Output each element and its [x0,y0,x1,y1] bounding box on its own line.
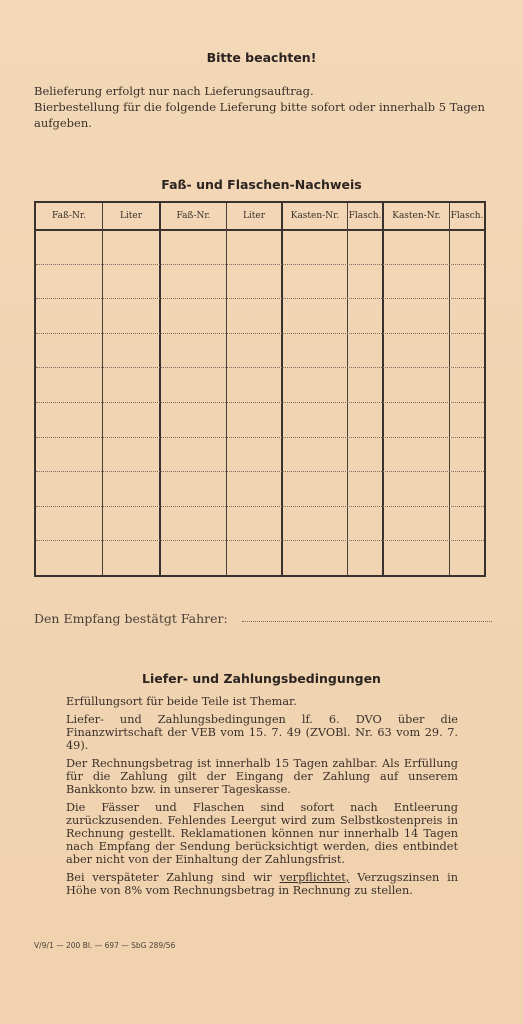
row-separator [36,540,484,541]
header-flasch-2: Flasch. [450,211,484,221]
column-divider [102,203,103,575]
row-separator [36,367,484,368]
column-divider [382,203,384,575]
header-flasch-1: Flasch. [348,211,382,221]
terms-text [66,695,458,902]
driver-receipt [34,611,504,626]
notice-text [34,83,504,131]
terms-title: Liefer- und Zahlungsbedingungen [142,671,381,686]
terms-paragraph-1: Erfüllungsort für beide Teile ist Themar. [66,695,297,708]
notice-line-2: Bierbestellung für die folgende Lieferung bitte sofort oder innerhalb 5 Tagen aufgeben. [34,100,485,130]
row-separator [36,471,484,472]
terms-paragraph-4: Die Fässer und Flaschen sind sofort nach Entleerung zurückzusenden. Fehlendes Leergut wird zum Selbstkostenpreis in Rechnung gestellt. Reklamationen können nur innerhalb 14 Tagen nach Empfang der Sendung berücksichtigt werden, dies entbindet aber nicht von der Einhaltung der Zahlungsfrist. [66,801,458,866]
signature-line[interactable] [242,621,492,622]
row-separator [36,506,484,507]
notice-title: Bitte beachten! [206,50,317,65]
terms-paragraph-3: Der Rechnungsbetrag ist innerhalb 15 Tagen zahlbar. Als Erfüllung für die Zahlung gilt der Eingang der Zahlung auf unserem Bankkonto bzw. in unserer Tageskasse. [66,757,458,796]
header-liter-1: Liter [119,211,143,221]
header-liter-2: Liter [242,211,266,221]
column-divider [449,203,450,575]
notice-line-1: Belieferung erfolgt nur nach Lieferungsauftrag. [34,84,314,98]
terms-p5-underlined: verpflichtet, [279,871,350,884]
row-separator [36,402,484,403]
table-title: Faß- und Flaschen-Nachweis [161,177,362,192]
column-divider [226,203,227,575]
terms-p5-end: Verzugszinsen in Höhe von 8% vom Rechnungsbetrag in Rechnung zu stellen. [66,871,458,897]
terms-paragraph-5 [66,871,458,897]
terms-paragraph-2: Liefer- und Zahlungsbedingungen lf. 6. DVO über die Finanzwirtschaft der VEB vom 15. 7. 49 (ZVOBl. Nr. 63 vom 29. 7. 49). [66,713,458,752]
row-separator [36,264,484,265]
driver-receipt-label: Den Empfang bestätgt Fahrer: [34,611,228,626]
row-separator [36,437,484,438]
row-separator [36,298,484,299]
ledger-table [34,201,486,577]
row-separator [36,333,484,334]
terms-p5-start: Bei verspäteter Zahlung sind wir [66,871,280,884]
column-divider [281,203,283,575]
column-divider [159,203,161,575]
column-divider [347,203,348,575]
print-code: V/9/1 — 200 Bl. — 697 — SbG 289/56 [34,941,176,950]
header-fass-nr-2: Faß-Nr. [176,211,211,221]
header-fass-nr-1: Faß-Nr. [51,211,87,221]
header-kasten-nr-2: Kasten-Nr. [392,211,441,221]
header-kasten-nr-1: Kasten-Nr. [290,211,340,221]
